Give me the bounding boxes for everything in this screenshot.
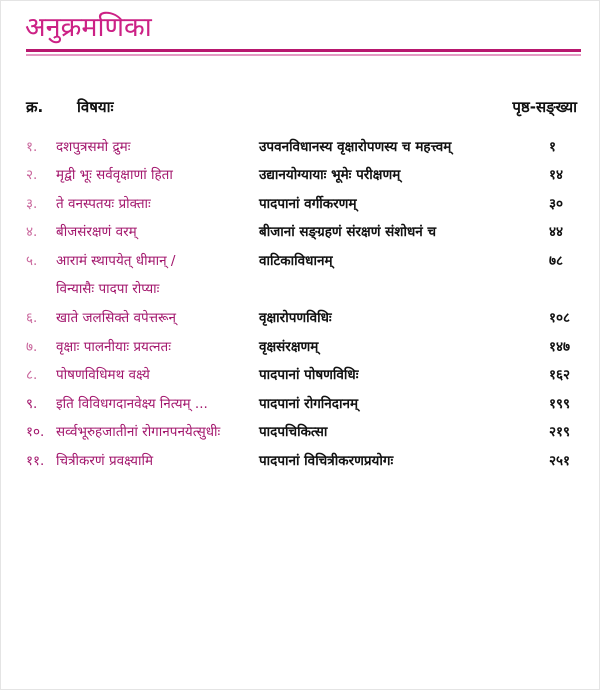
chapter-subject: उपवनविधानस्य वृक्षारोपणस्य च महत्त्वम् [259,139,452,155]
chapter-number: ५. [26,253,38,269]
chapter-number: १०. [26,424,45,440]
chapter-subject: पादपानां विचित्रीकरणप्रयोगः [259,453,394,469]
chapter-number: २. [26,167,38,183]
chapter-topic: मृद्वी भूः सर्ववृक्षाणां हिता [56,167,173,183]
toc-row[interactable] [1,165,600,191]
chapter-number: ६. [26,310,38,326]
page-title: अनुक्रमणिका [25,12,152,43]
chapter-subject: उद्यानयोग्यायाः भूमेः परीक्षणम् [259,167,401,183]
chapter-number: ९. [26,396,38,412]
chapter-subject: वाटिकाविधानम् [259,253,333,269]
chapter-subject: पादपानां रोगनिदानम् [259,396,359,412]
chapter-topic: दशपुत्रसमो द्रुमः [56,139,131,155]
toc-row[interactable] [1,365,600,391]
chapter-subject: वृक्षसंरक्षणम् [259,339,319,355]
toc-row[interactable] [1,337,600,363]
page-number: ७८ [549,253,564,269]
page-number: ३० [549,196,564,212]
chapter-number: ७. [26,339,38,355]
toc-row[interactable] [1,451,600,477]
header-page: पृष्ठ-सङ्ख्या [512,98,577,116]
page-number: १४ [549,167,564,183]
page-number: २५१ [549,453,571,469]
chapter-topic: ते वनस्पतयः प्रोक्ताः [56,196,151,212]
chapter-topic: खाते जलसिक्ते वपेत्तरून् [56,310,177,326]
chapter-number: ४. [26,224,38,240]
chapter-subject: वृक्षारोपणविधिः [259,310,332,326]
chapter-topic: इति विविधगदानवेक्ष्य नित्यम् ... [56,396,208,412]
title-rule-dark [26,49,581,52]
chapter-topic: सर्व्वभूरुहजातीनां रोगानपनयेत्सुधीः [56,424,221,440]
chapter-subject: पादपचिकित्सा [259,424,328,440]
page-number: १९९ [549,396,571,412]
page-number: ४४ [549,224,564,240]
chapter-topic-line2: विन्यासैः पादपा रोप्याः [56,281,160,297]
chapter-subject: पादपानां वर्गीकरणम् [259,196,357,212]
toc-row[interactable] [1,308,600,334]
chapter-topic: पोषणविधिमथ वक्ष्ये [56,367,150,383]
header-serial: क्र. [26,98,44,116]
chapter-number: ८. [26,367,38,383]
title-rule-light [26,54,581,56]
toc-row[interactable] [1,194,600,220]
page-number: २१९ [549,424,571,440]
header-subject: विषयाः [77,98,114,116]
chapter-topic: बीजसंरक्षणं वरम् [56,224,137,240]
toc-row[interactable] [1,422,600,448]
toc-row[interactable] [1,222,600,248]
chapter-topic: आरामं स्थापयेत् धीमान् / [56,253,176,269]
chapter-topic: वृक्षाः पालनीयाः प्रयत्नतः [56,339,171,355]
chapter-number: ३. [26,196,38,212]
chapter-subject: पादपानां पोषणविधिः [259,367,359,383]
toc-row[interactable] [1,251,600,297]
chapter-number: ११. [26,453,45,469]
page-number: १ [549,139,557,155]
page-number: १०८ [549,310,571,326]
chapter-number: १. [26,139,38,155]
page-number: १६२ [549,367,571,383]
toc-row[interactable] [1,137,600,163]
chapter-topic: चित्रीकरणं प्रवक्ष्यामि [56,453,154,469]
page-number: १४७ [549,339,571,355]
toc-row[interactable] [1,394,600,420]
chapter-subject: बीजानां सङ्ग्रहणं संरक्षणं संशोधनं च [259,224,437,240]
